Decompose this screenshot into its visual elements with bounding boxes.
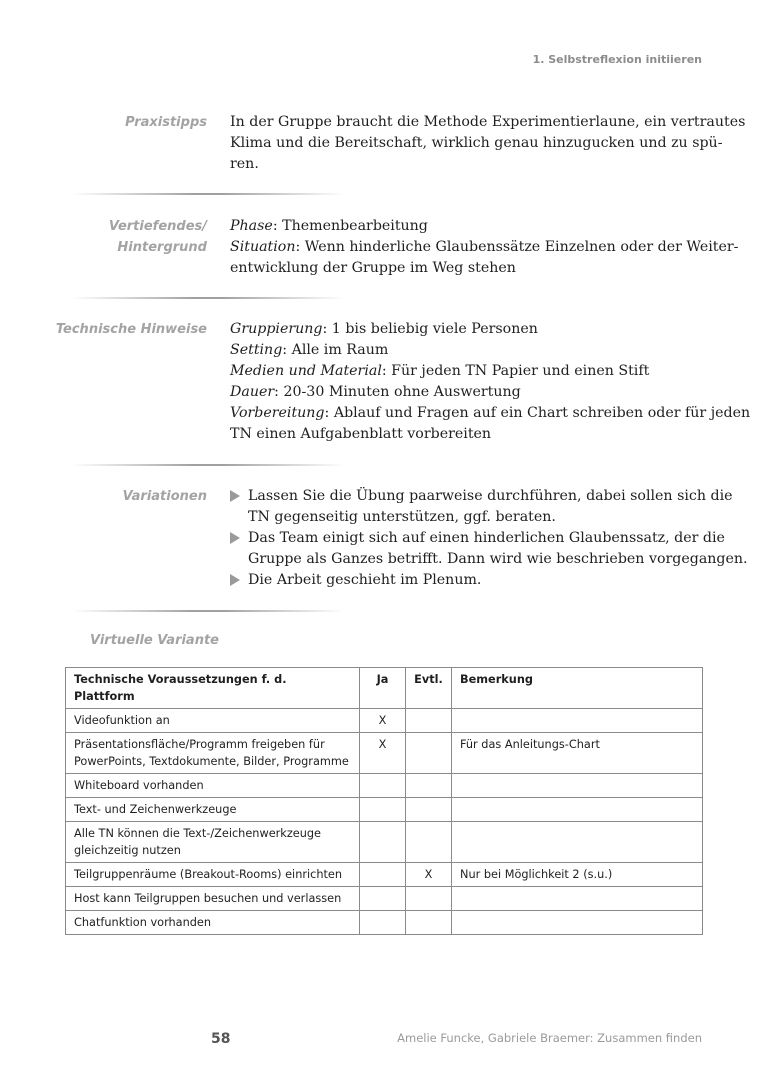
- section-divider: [72, 297, 344, 299]
- hint-line: [230, 361, 705, 382]
- ja-cell: [360, 774, 406, 798]
- table-row: [66, 887, 703, 911]
- hint-key: Dauer: [230, 384, 275, 400]
- phase-line: [230, 216, 705, 237]
- ja-cell: [360, 822, 406, 863]
- table-row: [66, 733, 703, 774]
- requirement-cell: [66, 822, 360, 863]
- hint-key: Medien und Material: [230, 363, 382, 379]
- variationen-label: Variationen: [122, 489, 207, 504]
- requirement-cell: Videofunktion an: [66, 709, 360, 733]
- table-row: [66, 911, 703, 935]
- text-line: Die Arbeit geschieht im Plenum.: [248, 572, 482, 588]
- column-header: Ja: [360, 668, 406, 709]
- situation-key: Situation: [230, 239, 296, 255]
- vertiefendes-text: [230, 216, 739, 279]
- hint-value: : Für jeden TN Papier und einen Stift: [381, 363, 650, 379]
- list-item: [230, 528, 748, 570]
- requirement-cell: Chatfunktion vorhanden: [66, 911, 360, 935]
- situation-line: [230, 237, 739, 258]
- phase-key: Phase: [230, 218, 273, 234]
- hint-line: [230, 403, 751, 424]
- hint-line: [230, 340, 705, 361]
- requirement-cell: Teilgruppenräume (Breakout-Rooms) einrichten: [66, 863, 360, 887]
- section-divider: [72, 610, 344, 612]
- evtl-cell: [406, 709, 452, 733]
- table-row: [66, 822, 703, 863]
- hint-value: : Alle im Raum: [282, 342, 389, 358]
- triangle-bullet-icon: [230, 532, 240, 544]
- ja-cell: [360, 863, 406, 887]
- ja-cell: X: [360, 733, 406, 774]
- text-line: Lassen Sie die Übung paarweise durchführen, dabei sollen sich die: [248, 488, 733, 504]
- label-line: Hintergrund: [117, 240, 207, 255]
- ja-cell: X: [360, 709, 406, 733]
- hint-line: [230, 382, 705, 403]
- cell-line: PowerPoints, Textdokumente, Bilder, Programme: [74, 755, 349, 768]
- list-item: [230, 486, 733, 528]
- table-row: [66, 798, 703, 822]
- ja-cell: [360, 887, 406, 911]
- technische-hinweise-text: [230, 319, 751, 445]
- cell-line: Alle TN können die Text-/Zeichenwerkzeuge: [74, 827, 321, 840]
- column-header: Bemerkung: [452, 668, 703, 709]
- footer-credit: Amelie Funcke, Gabriele Braemer: Zusammen finden: [397, 1031, 702, 1045]
- table-header-row: [66, 668, 703, 709]
- hint-line: [230, 319, 705, 340]
- hint-value: : Ablauf und Fragen auf ein Chart schreiben oder für jeden: [324, 405, 751, 421]
- cell-line: gleichzeitig nutzen: [74, 844, 181, 857]
- text-line: Das Team einigt sich auf einen hinderlichen Glaubenssatz, der die: [248, 530, 725, 546]
- hint-value: : 20-30 Minuten ohne Auswertung: [274, 384, 521, 400]
- table-row: [66, 774, 703, 798]
- evtl-cell: X: [406, 863, 452, 887]
- phase-value: : Themenbearbeitung: [272, 218, 428, 234]
- evtl-cell: [406, 911, 452, 935]
- requirement-cell: Text- und Zeichenwerkzeuge: [66, 798, 360, 822]
- triangle-bullet-icon: [230, 490, 240, 502]
- situation-continuation: entwicklung der Gruppe im Weg stehen: [230, 260, 516, 276]
- note-cell: Für das Anleitungs-Chart: [452, 733, 703, 774]
- note-cell: [452, 709, 703, 733]
- text-line: TN gegenseitig unterstützen, ggf. beraten.: [248, 509, 556, 525]
- variationen-list: [230, 486, 748, 591]
- evtl-cell: [406, 733, 452, 774]
- virtuelle-variante-heading: Virtuelle Variante: [90, 633, 219, 648]
- situation-value: : Wenn hinderliche Glaubenssätze Einzelnen oder der Weiter-: [295, 239, 739, 255]
- hint-key: Vorbereitung: [230, 405, 325, 421]
- hint-value: : 1 bis beliebig viele Personen: [322, 321, 538, 337]
- note-cell: [452, 911, 703, 935]
- table-row: [66, 709, 703, 733]
- list-item: [230, 570, 705, 591]
- hint-key: Setting: [230, 342, 283, 358]
- cell-line: Präsentationsfläche/Programm freigeben für: [74, 738, 325, 751]
- note-cell: [452, 887, 703, 911]
- triangle-bullet-icon: [230, 574, 240, 586]
- ja-cell: [360, 911, 406, 935]
- praxistipps-label: Praxistipps: [125, 115, 207, 130]
- table-row: [66, 863, 703, 887]
- column-header: Technische Voraussetzungen f. d. Plattform: [66, 668, 360, 709]
- text-line: Klima und die Bereitschaft, wirklich genau hinzugucken und zu spü-: [230, 135, 723, 151]
- text-line: Gruppe als Ganzes betrifft. Dann wird wie beschrieben vorgegangen.: [248, 551, 748, 567]
- hint-continuation: TN einen Aufgabenblatt vorbereiten: [230, 426, 492, 442]
- running-head: 1. Selbstreflexion initiieren: [532, 53, 702, 66]
- section-divider: [72, 193, 344, 195]
- evtl-cell: [406, 774, 452, 798]
- section-divider: [72, 464, 344, 466]
- page-number: 58: [211, 1031, 231, 1047]
- note-cell: [452, 774, 703, 798]
- hint-key: Gruppierung: [230, 321, 323, 337]
- requirement-cell: Host kann Teilgruppen besuchen und verlassen: [66, 887, 360, 911]
- technische-hinweise-label: Technische Hinweise: [55, 322, 207, 337]
- evtl-cell: [406, 887, 452, 911]
- column-header: Evtl.: [406, 668, 452, 709]
- evtl-cell: [406, 798, 452, 822]
- note-cell: [452, 822, 703, 863]
- label-line: Vertiefendes/: [108, 219, 207, 234]
- evtl-cell: [406, 822, 452, 863]
- text-line: ren.: [230, 156, 259, 172]
- text-line: In der Gruppe braucht die Methode Experimentierlaune, ein vertrautes: [230, 114, 746, 130]
- ja-cell: [360, 798, 406, 822]
- requirement-cell: [66, 733, 360, 774]
- vertiefendes-label: [109, 216, 207, 258]
- platform-requirements-table: [65, 667, 703, 935]
- praxistipps-text: [230, 112, 746, 175]
- note-cell: [452, 798, 703, 822]
- requirement-cell: Whiteboard vorhanden: [66, 774, 360, 798]
- note-cell: Nur bei Möglichkeit 2 (s.u.): [452, 863, 703, 887]
